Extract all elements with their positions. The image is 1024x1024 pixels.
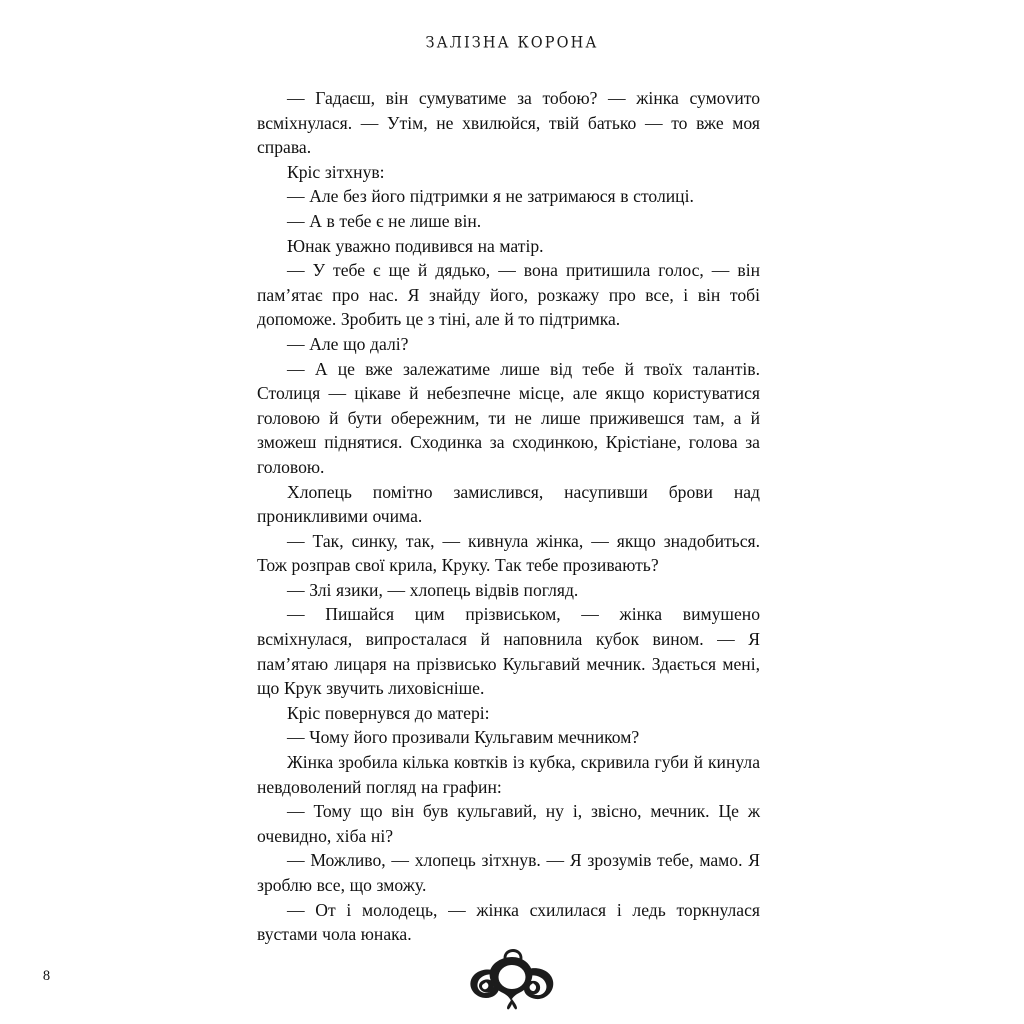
body-paragraph: Кріс повернувся до матері: bbox=[287, 702, 490, 723]
body-paragraph: — Гадаєш, він сумуватиме за тобою? — жінка сумоvито всміхнулася. — Утім, не хвилюйся, твій батько — то вже моя справа. bbox=[257, 88, 760, 158]
running-head: ЗАЛІЗНА КОРОНА bbox=[425, 34, 599, 52]
ornament-graphic bbox=[466, 947, 558, 1011]
body-text-column bbox=[257, 86, 760, 947]
body-paragraph: — Але без його підтримки я не затримаюся в столиці. bbox=[287, 186, 694, 207]
body-paragraph: — Так, синку, так, — кивнула жінка, — якщо знадобиться. Тож розправ свої крила, Круку. Так тебе прозивають? bbox=[257, 530, 760, 576]
body-paragraph: Хлопець помітно замислився, насупивши брови над проникливими очима. bbox=[257, 481, 760, 527]
body-paragraph: Юнак уважно подивився на матір. bbox=[287, 235, 544, 256]
body-paragraph: — У тебе є ще й дядько, — вона притишила голос, — він пам’ятає про нас. Я знайду його, розкажу про все, і він тобі допоможе. Зробить це з тіні, але й то підтримка. bbox=[257, 260, 760, 330]
body-paragraph: — Тому що він був кульгавий, ну і, звісно, мечник. Це ж очевидно, хіба ні? bbox=[257, 801, 760, 846]
body-paragraph: — От і молодець, — жінка схилилася і ледь торкнулася вустами чола юнака. bbox=[257, 899, 760, 945]
footer-ornament bbox=[0, 944, 1024, 1014]
page-number: 8 bbox=[42, 968, 51, 984]
body-paragraph: — Але що далі? bbox=[287, 333, 409, 354]
body-paragraph: — Можливо, — хлопець зітхнув. — Я зрозумів тебе, мамо. Я зроблю все, що зможу. bbox=[257, 850, 760, 895]
body-paragraph: — А в тебе є не лише він. bbox=[287, 210, 482, 231]
body-paragraph: — Пишайся цим прізвиськом, — жінка вимушено всміхнулася, випросталася й наповнила кубок вином. — Я пам’ятаю лицаря на прізвисько Кульгавий мечник. Здається мені, що Крук звучить лиховісніше. bbox=[257, 604, 760, 699]
body-paragraph: Жінка зробила кілька ковтків із кубка, скривила губи й кинула невдоволений погляд на графин: bbox=[257, 752, 760, 797]
body-paragraph: — Злі язики, — хлопець відвів погляд. bbox=[287, 579, 579, 600]
body-paragraph: Кріс зітхнув: bbox=[287, 161, 385, 182]
body-paragraph: — А це вже залежатиме лише від тебе й твоїх талантів. Столиця — цікаве й небезпечне місце, але якщо користуватися головою й бути обережним, ти не лише приживешся там, а й зможеш піднятися. Сходинка за сходинкою, Крістіане, голова за головою. bbox=[257, 358, 760, 477]
body-paragraph: — Чому його прозивали Кульгавим мечником? bbox=[287, 727, 640, 748]
